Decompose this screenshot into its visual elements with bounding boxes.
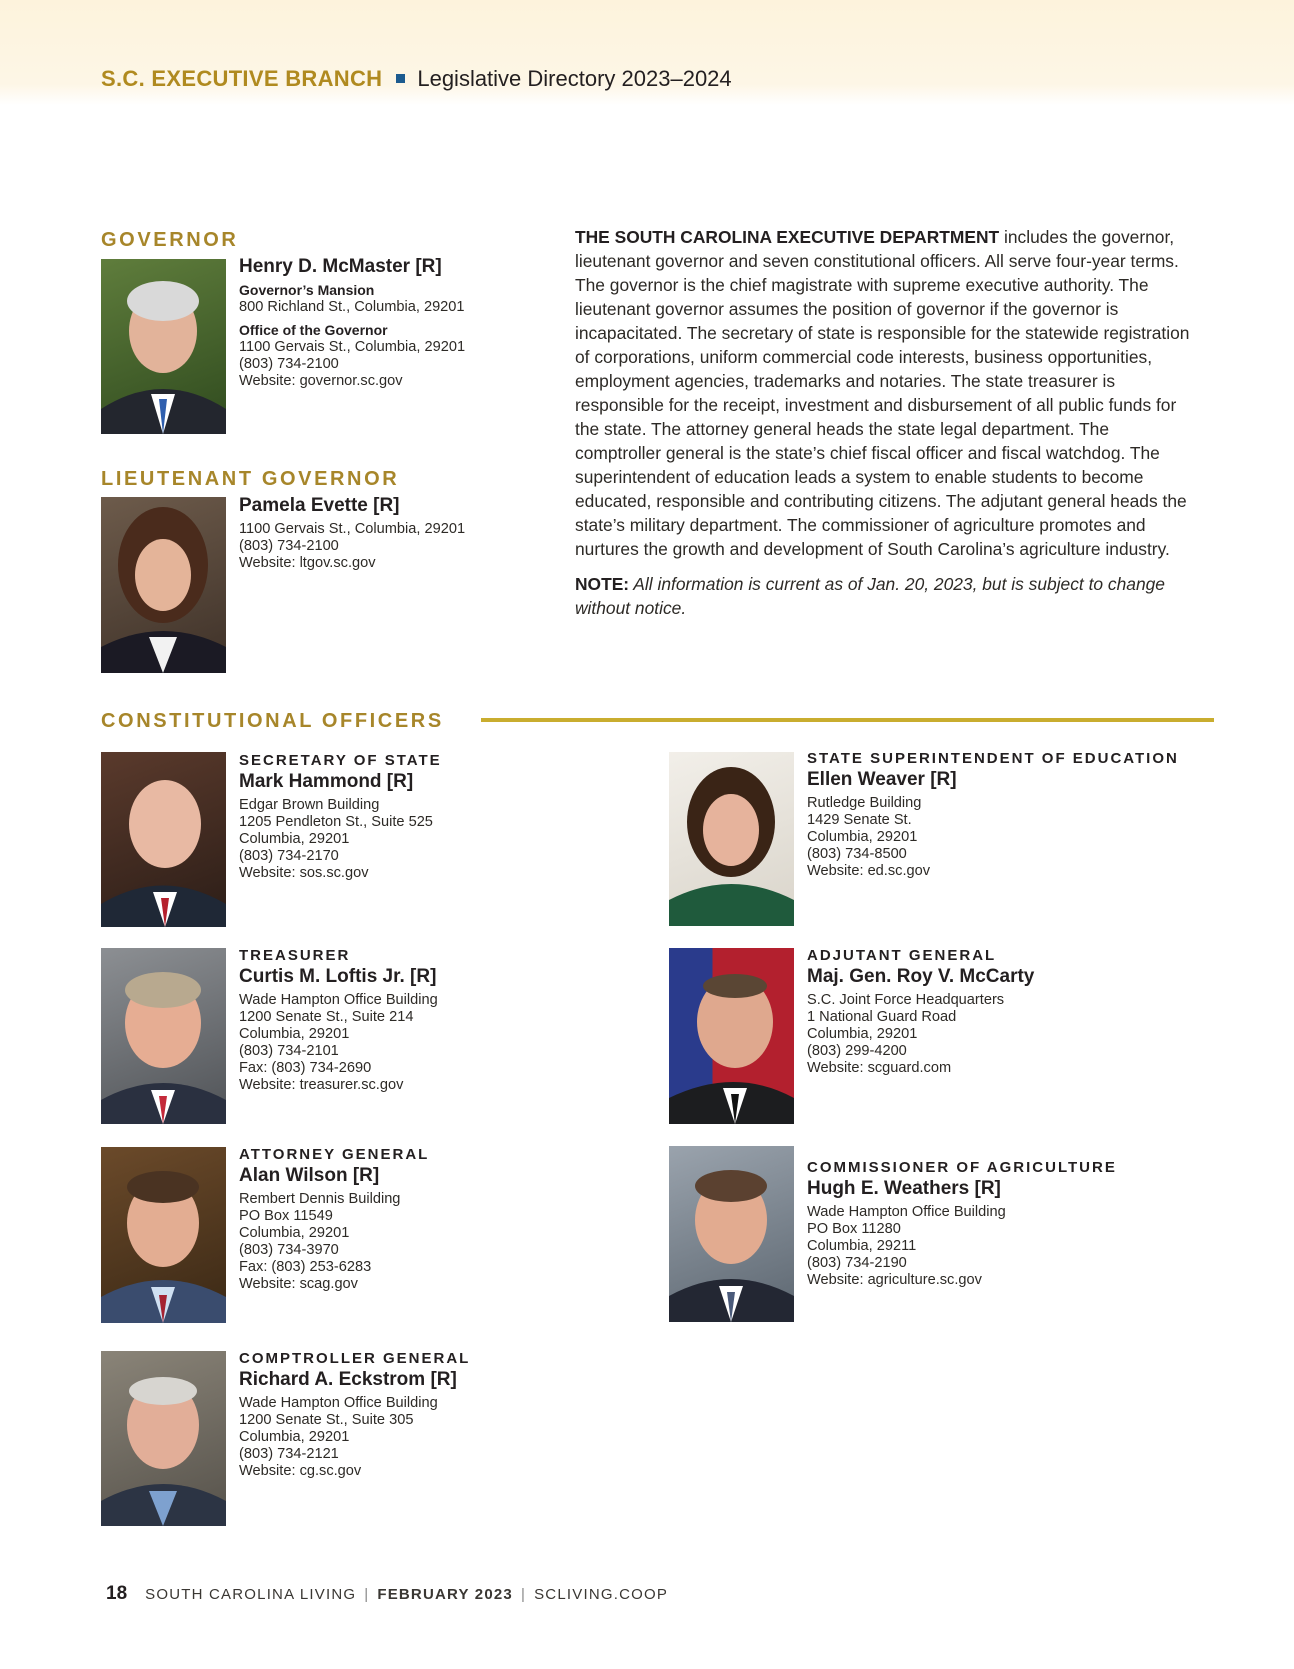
officer-title: STATE SUPERINTENDENT OF EDUCATION: [807, 750, 1179, 767]
commissioner-info: [807, 1159, 1117, 1289]
governor-heading: GOVERNOR: [101, 229, 239, 251]
officer-name: Alan Wilson [R]: [239, 1165, 380, 1186]
officer-name: Hugh E. Weathers [R]: [807, 1178, 1001, 1199]
note-paragraph: [575, 572, 1195, 620]
running-header: [101, 66, 732, 92]
officer-line: S.C. Joint Force Headquarters: [807, 992, 1005, 1008]
note-label: NOTE:: [575, 574, 630, 594]
governor-photo: [101, 259, 226, 434]
governor-website: Website: governor.sc.gov: [239, 373, 403, 389]
officer-line: PO Box 11280: [807, 1221, 901, 1237]
officer-title: TREASURER: [239, 947, 351, 964]
officer-name: Curtis M. Loftis Jr. [R]: [239, 966, 437, 987]
officer-line: Fax: (803) 734-2690: [239, 1060, 372, 1076]
lt-governor-photo: [101, 497, 226, 673]
superintendent-info: [807, 750, 1179, 880]
officer-name: Ellen Weaver [R]: [807, 769, 957, 790]
section-title: S.C. EXECUTIVE BRANCH: [101, 66, 383, 91]
officer-title: ATTORNEY GENERAL: [239, 1146, 430, 1163]
officer-line: (803) 734-2190: [807, 1255, 907, 1271]
officer-line: 1200 Senate St., Suite 214: [239, 1009, 414, 1025]
officer-line: Rembert Dennis Building: [239, 1191, 401, 1207]
issue-date: FEBRUARY 2023: [377, 1586, 513, 1603]
officer-line: (803) 734-2121: [239, 1446, 339, 1462]
adjutant-general-info: [807, 947, 1034, 1077]
officer-line: Website: scguard.com: [807, 1060, 952, 1076]
officer-line: Fax: (803) 253-6283: [239, 1259, 372, 1275]
officer-line: Website: treasurer.sc.gov: [239, 1077, 404, 1093]
officer-line: 1 National Guard Road: [807, 1009, 957, 1025]
constitutional-officers-heading: CONSTITUTIONAL OFFICERS: [101, 710, 444, 732]
officer-line: (803) 734-3970: [239, 1242, 339, 1258]
officer-line: Columbia, 29201: [239, 1026, 350, 1042]
governor-phone: (803) 734-2100: [239, 356, 339, 372]
officer-line: Columbia, 29201: [239, 1225, 350, 1241]
officer-line: Columbia, 29201: [239, 831, 350, 847]
officer-name: Mark Hammond [R]: [239, 771, 414, 792]
officer-line: PO Box 11549: [239, 1208, 333, 1224]
officer-line: 1200 Senate St., Suite 305: [239, 1412, 414, 1428]
officer-line: Wade Hampton Office Building: [239, 1395, 438, 1411]
officer-title: COMPTROLLER GENERAL: [239, 1350, 471, 1367]
officer-line: (803) 734-2170: [239, 848, 339, 864]
officer-name: Maj. Gen. Roy V. McCarty: [807, 966, 1035, 987]
lt-governor-website: Website: ltgov.sc.gov: [239, 555, 376, 571]
officer-line: (803) 734-8500: [807, 846, 907, 862]
officer-line: Columbia, 29201: [239, 1429, 350, 1445]
executive-department-intro: [575, 225, 1195, 561]
adjutant-general-photo: [669, 948, 794, 1124]
attorney-general-photo: [101, 1147, 226, 1323]
secretary-of-state-info: [239, 752, 442, 882]
officer-name: Richard A. Eckstrom [R]: [239, 1369, 457, 1390]
attorney-general-info: [239, 1146, 429, 1293]
page-number: 18: [106, 1583, 128, 1604]
officer-line: Columbia, 29211: [807, 1238, 917, 1254]
comptroller-general-photo: [101, 1351, 226, 1526]
note-text: All information is current as of Jan. 20, 2023, but is subject to change without notice.: [575, 574, 1165, 618]
officer-line: Website: agriculture.sc.gov: [807, 1272, 982, 1288]
officer-line: Website: scag.gov: [239, 1276, 358, 1292]
officer-line: Website: sos.sc.gov: [239, 865, 369, 881]
officer-line: Edgar Brown Building: [239, 797, 380, 813]
officer-line: Wade Hampton Office Building: [807, 1204, 1006, 1220]
section-divider: [481, 718, 1214, 722]
officer-line: (803) 734-2101: [239, 1043, 339, 1059]
intro-lead: THE SOUTH CAROLINA EXECUTIVE DEPARTMENT: [575, 227, 1000, 247]
officer-line: Wade Hampton Office Building: [239, 992, 438, 1008]
office-label: Office of the Governor: [239, 322, 388, 338]
secretary-of-state-photo: [101, 752, 226, 927]
website-link[interactable]: SCLIVING.COOP: [534, 1586, 669, 1603]
officer-title: ADJUTANT GENERAL: [807, 947, 997, 964]
lt-governor-name: Pamela Evette [R]: [239, 495, 400, 516]
officer-line: 1429 Senate St.: [807, 812, 912, 828]
footer-separator: |: [520, 1586, 527, 1603]
lt-governor-address: 1100 Gervais St., Columbia, 29201: [239, 521, 466, 537]
lt-governor-heading: LIEUTENANT GOVERNOR: [101, 468, 400, 490]
comptroller-general-info: [239, 1350, 470, 1480]
superintendent-photo: [669, 752, 794, 926]
footer-separator: |: [364, 1586, 370, 1603]
officer-line: Columbia, 29201: [807, 1026, 918, 1042]
officer-line: Rutledge Building: [807, 795, 922, 811]
lt-governor-info: [239, 495, 465, 572]
mansion-address: 800 Richland St., Columbia, 29201: [239, 299, 465, 315]
mansion-label: Governor’s Mansion: [239, 282, 375, 298]
page-footer: [106, 1583, 668, 1605]
publication-title: Legislative Directory 2023–2024: [417, 66, 732, 91]
governor-info: [239, 256, 465, 390]
intro-body: includes the governor, lieutenant governor and seven constitutional officers. All serve four-year terms. The governor is the chief magistrate with supreme executive authority. The lieutenant governor assumes the position of governor if the governor is incapacitated. The secretary of state is responsible for the statewide registration of corporations, uniform commercial code interests, business opportunities, employment agencies, trademarks and notaries. The state treasurer is responsible for the receipt, investment and disbursement of all public funds for the state. The attorney general heads the state legal department. The comptroller general is the state’s chief fiscal officer and fiscal watchdog. The superintendent of education leads a system to enable students to become educated, responsible and contributing citizens. The adjutant general heads the state’s military department. The commissioner of agriculture promotes and nurtures the growth and development of South Carolina’s agriculture industry.: [575, 227, 1190, 559]
governor-name: Henry D. McMaster [R]: [239, 256, 442, 277]
officer-line: Columbia, 29201: [807, 829, 918, 845]
lt-governor-phone: (803) 734-2100: [239, 538, 339, 554]
officer-line: (803) 299-4200: [807, 1043, 907, 1059]
square-bullet-icon: [396, 74, 405, 83]
magazine-name: SOUTH CAROLINA LIVING: [145, 1586, 357, 1603]
commissioner-photo: [669, 1146, 794, 1322]
officer-line: Website: cg.sc.gov: [239, 1463, 362, 1479]
office-address: 1100 Gervais St., Columbia, 29201: [239, 339, 466, 355]
treasurer-info: [239, 947, 438, 1094]
officer-line: Website: ed.sc.gov: [807, 863, 931, 879]
treasurer-photo: [101, 948, 226, 1124]
officer-title: SECRETARY OF STATE: [239, 752, 442, 769]
officer-line: 1205 Pendleton St., Suite 525: [239, 814, 433, 830]
officer-title: COMMISSIONER OF AGRICULTURE: [807, 1159, 1117, 1176]
